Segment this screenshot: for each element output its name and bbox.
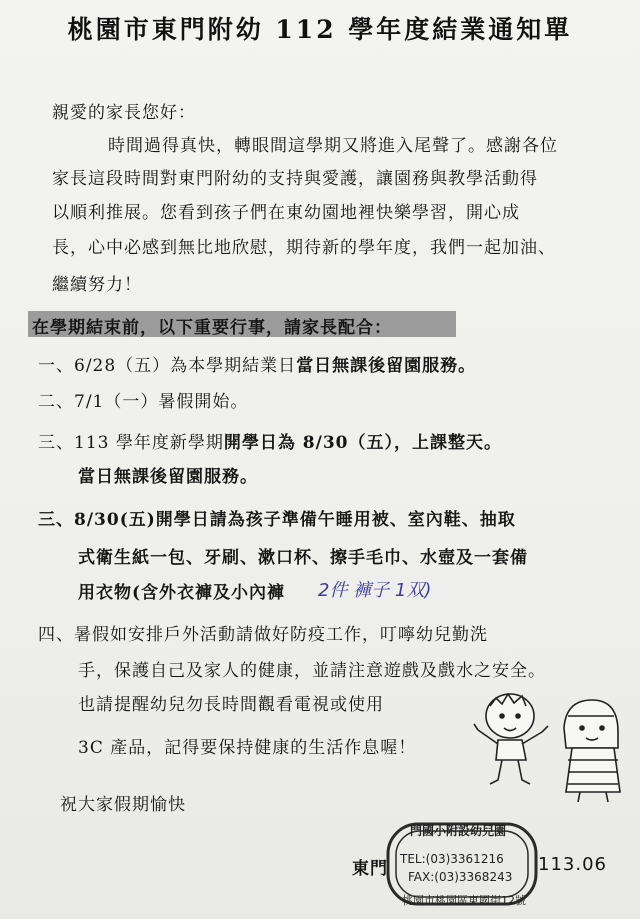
item5-line: 3C 產品，記得要保持健康的生活作息喔！: [78, 738, 417, 758]
list-item: 四、暑假如安排戶外活動請做好防疫工作，叮嚀幼兒勤洗: [38, 625, 488, 645]
intro-line: 時間過得真快，轉眼間這學期又將進入尾聲了。感謝各位: [108, 136, 558, 156]
handwritten-note: 2件 褲子 1双): [318, 580, 432, 601]
item3-note: 當日無課後留園服務。: [78, 467, 258, 487]
list-item: [38, 351, 476, 376]
stamp-name: 門國小附設幼兒園: [410, 824, 507, 838]
page-title: 桃園市東門附幼 112 學年度結業通知單: [67, 15, 573, 44]
intro-line: 長，心中必感到無比地欣慰，期待新的學年度，我們一起加油、: [52, 238, 556, 258]
item5-line: 手，保護自己及家人的健康，並請注意遊戲及戲水之安全。: [78, 661, 546, 681]
greeting: 親愛的家長您好：: [52, 103, 196, 123]
intro-line: 繼續努力！: [52, 275, 142, 295]
intro-line: 以順利推展。您看到孩子們在東幼園地裡快樂學習，開心成: [52, 203, 520, 223]
stamp-fax: FAX:(03)3368243: [408, 870, 513, 884]
list-item: 三、8/30(五)開學日請為孩子準備午睡用被、室內鞋、抽取: [38, 510, 516, 530]
children-illustration: [468, 688, 634, 806]
closing: 祝大家假期愉快: [60, 795, 186, 815]
issue-date: 113.06: [538, 854, 607, 875]
stamp-tel: TEL:(03)3361216: [400, 852, 504, 866]
list-item: [38, 428, 502, 453]
item4-line: 用衣物(含外衣褲及小內褲: [78, 583, 286, 603]
intro-line: 家長這段時間對東門附幼的支持與愛護，讓園務與教學活動得: [52, 169, 538, 189]
item1-emphasis: 當日無課後留園服務。: [296, 356, 477, 376]
signature-prefix: 東門: [352, 859, 388, 879]
item1-text: 一、6/28（五）為本學期結業日: [38, 356, 297, 376]
item3-emphasis: 開學日為 8/30（五），上課整天。: [223, 433, 502, 453]
item4-line: 式衛生紙一包、牙刷、漱口杯、擦手毛巾、水壺及一套備: [78, 548, 528, 568]
item5-line: 也請提醒幼兒勿長時間觀看電視或使用: [78, 695, 384, 715]
stamp-address: 桃園市桃園區東國街12號: [402, 894, 526, 907]
item3-text: 三、113 學年度新學期: [38, 433, 224, 453]
section-heading: 在學期結束前，以下重要行事，請家長配合：: [32, 318, 392, 338]
list-item: 二、7/1（一）暑假開始。: [38, 392, 249, 412]
